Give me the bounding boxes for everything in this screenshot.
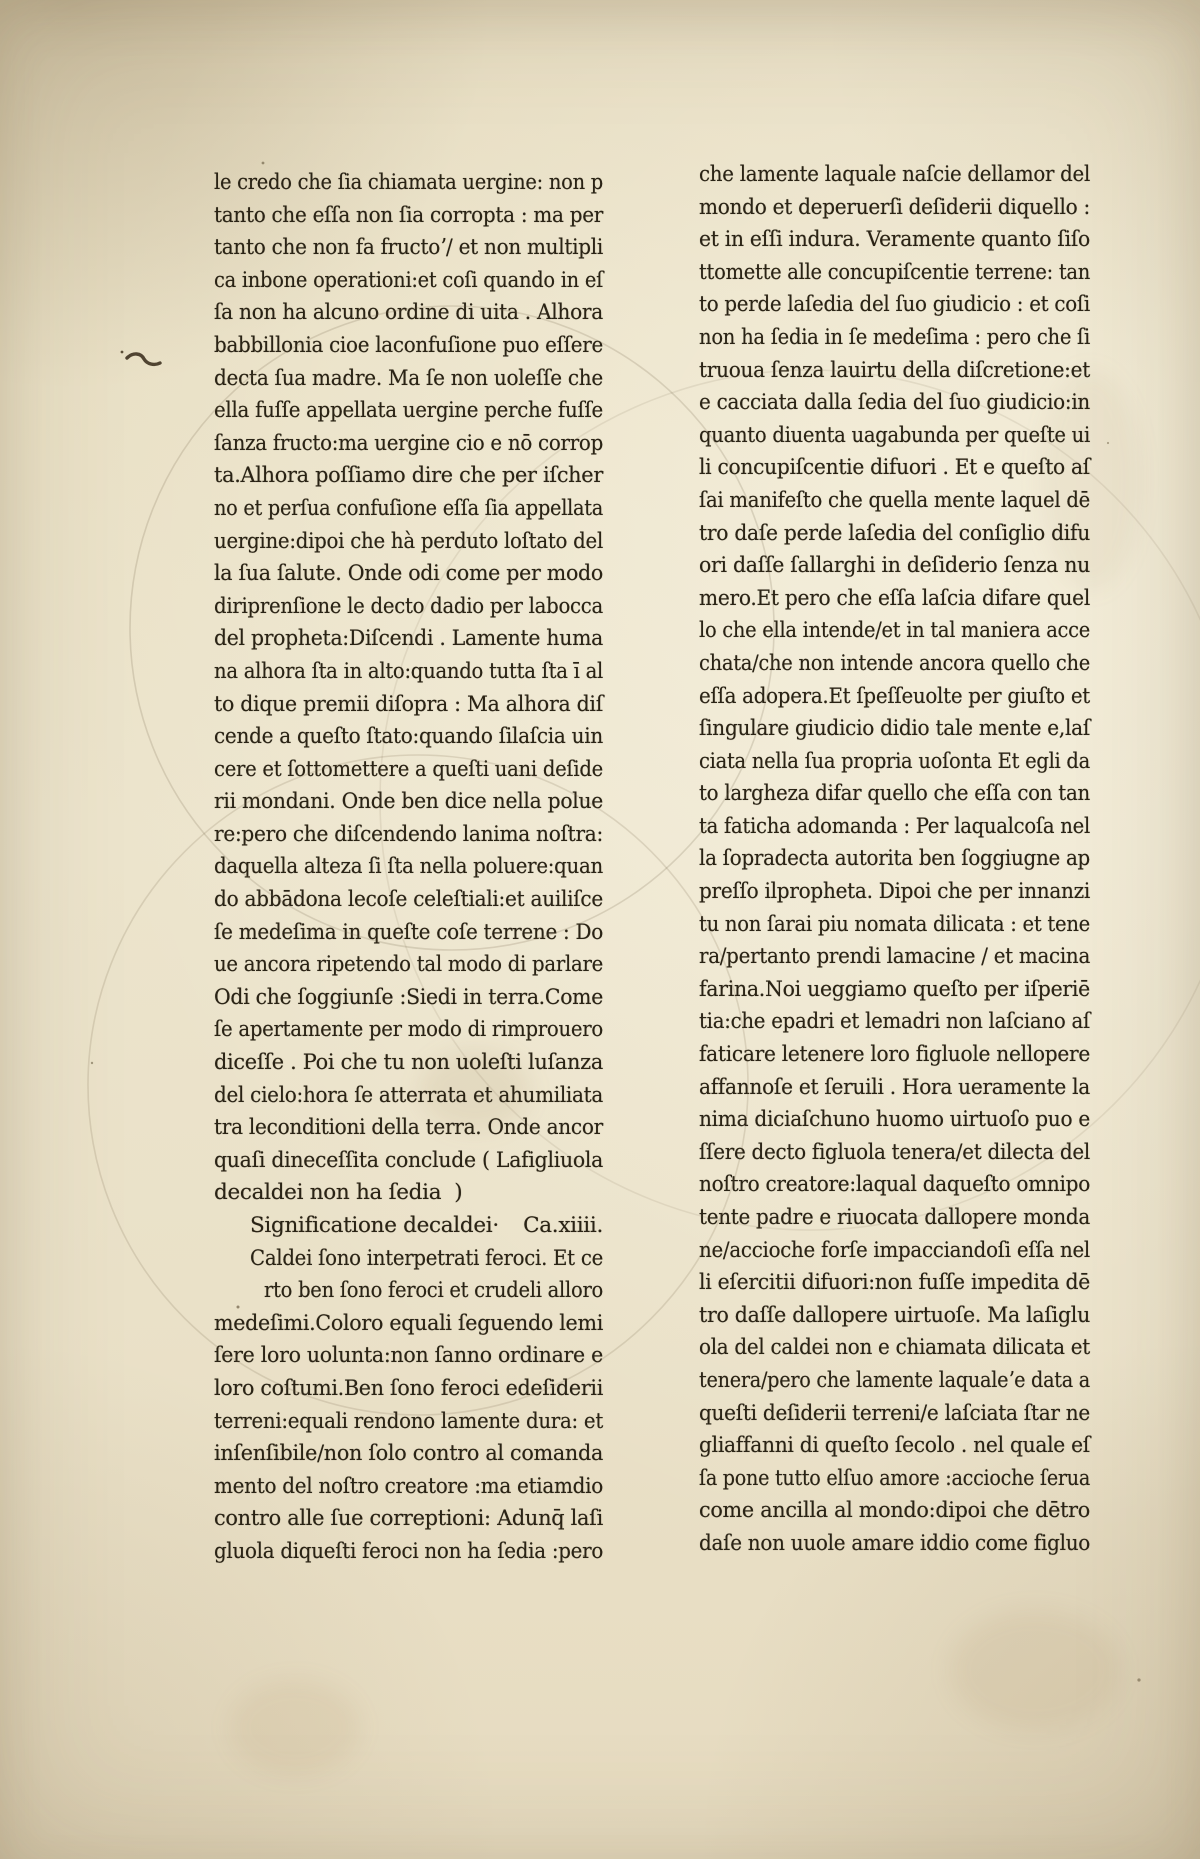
text-line <box>214 1340 603 1373</box>
text-line <box>699 681 1090 714</box>
paper-stain <box>230 1680 360 1775</box>
text-line-content: babbillonia cioe laconfuſione puo eſſere <box>214 332 603 358</box>
text-line-content: terreni:equali rendono lamente dura: et <box>214 1408 603 1434</box>
text-line <box>214 330 603 363</box>
text-line-content: ra/pertanto prendi lamacine / et macina <box>699 944 1090 970</box>
text-line-content: la ſopradecta autorita ben ſoggiugne ap <box>699 846 1090 872</box>
text-line <box>699 485 1090 518</box>
text-line <box>214 1243 603 1276</box>
text-line <box>214 1014 603 1047</box>
text-line <box>214 1047 603 1080</box>
text-line-content: tente padre e riuocata dallopere monda <box>699 1205 1090 1230</box>
text-column-left <box>214 167 603 1569</box>
text-line <box>214 460 603 493</box>
text-line-content: del propheta:Diſcendi . Lamente huma <box>214 626 603 652</box>
text-line <box>214 754 603 787</box>
text-line-content: noſtro creatore:laqual daqueſto omnipo <box>699 1172 1090 1198</box>
text-line <box>214 1275 603 1308</box>
text-line-content: no et perſua confuſione eſſa ſia appellata <box>214 495 603 521</box>
text-line-content: rii mondani. Onde ben dice nella polue <box>214 789 603 815</box>
text-line-content: medeſimi.Coloro equali ſeguendo lemi <box>214 1310 603 1336</box>
text-line-content: mento del noſtro creatore :ma etiamdio <box>214 1473 603 1499</box>
text-line <box>699 289 1090 322</box>
text-line-content: tro daſſe dallopere uirtuoſe. Ma laſiglu <box>699 1302 1090 1328</box>
text-line <box>699 1528 1090 1561</box>
text-line-content: tra leconditioni della terra. Onde ancor <box>214 1115 603 1141</box>
text-line <box>699 159 1090 192</box>
text-line <box>214 851 603 884</box>
text-line-content: diriprenſione le decto dadio per labocca <box>214 593 603 619</box>
text-line <box>699 1300 1090 1333</box>
text-line <box>214 1177 603 1210</box>
text-line <box>214 526 603 559</box>
text-line-content: to dique premii diſopra : Ma alhora diſ <box>214 691 603 717</box>
text-line-content: ſe apertamente per modo di rimprouero <box>214 1017 603 1043</box>
text-line-content: e cacciata dalla ſedia del ſuo giudicio:in <box>699 390 1090 416</box>
text-line <box>699 974 1090 1007</box>
text-line <box>214 1373 603 1406</box>
text-line-content: li concupiſcentie difuori . Et e queſto aſ <box>699 455 1090 481</box>
text-line-content: ſingulare giudicio didio tale mente e,laſ <box>699 716 1090 742</box>
text-line <box>214 232 603 265</box>
text-line <box>214 428 603 461</box>
text-line <box>699 746 1090 779</box>
text-line <box>699 1169 1090 1202</box>
text-line <box>699 1006 1090 1039</box>
text-line-content: tia:che epadri et lemadri non laſciano aſ <box>699 1009 1090 1035</box>
text-line <box>214 786 603 819</box>
text-line-content: mero.Et pero che eſſa laſcia difare quel <box>699 585 1090 611</box>
text-line-content: truoua ſenza lauirtu della diſcretione:et <box>699 357 1090 383</box>
text-line <box>214 1438 603 1471</box>
text-line <box>214 1145 603 1178</box>
text-line-content: nima diciaſchuno huomo uirtuoſo puo e <box>699 1107 1090 1133</box>
text-line-content: decta ſua madre. Ma ſe non uoleſſe che <box>214 365 603 391</box>
chapter-title: Significatione decaldei· <box>250 1213 499 1238</box>
text-line-content: ella fuſſe appellata uergine perche fuſſe <box>214 398 603 424</box>
text-line-content: la ſua ſalute. Onde odi come per modo <box>214 561 603 587</box>
text-line-content: lo che ella intende/et in tal maniera acce <box>699 618 1090 644</box>
text-line <box>214 265 603 298</box>
text-line <box>214 819 603 852</box>
text-line-content: ta.Alhora poſſiamo dire che per iſcher <box>214 463 603 489</box>
text-line-content: daſe non uuole amare iddio come figluo <box>699 1530 1090 1556</box>
text-line-content: Caldei ſono interpetrati feroci. Et ce <box>250 1245 603 1271</box>
text-line-content: tu non ſarai piu nomata dilicata : et tene <box>699 911 1090 937</box>
text-line-content: gluola diqueſti feroci non ha ſedia :pero <box>214 1538 603 1564</box>
text-line <box>214 558 603 591</box>
text-line <box>699 322 1090 355</box>
text-line <box>214 1406 603 1439</box>
text-line-content: preſſo ilpropheta. Dipoi che per innanzi <box>699 879 1090 905</box>
text-line-content: farina.Noi ueggiamo queſto per iſperiē <box>699 976 1090 1002</box>
text-line <box>699 224 1090 257</box>
text-line-content: che lamente laquale naſcie dellamor del <box>699 162 1090 187</box>
text-line-content: faticare letenere loro figluole nellopere <box>699 1042 1090 1068</box>
text-line <box>699 843 1090 876</box>
text-line <box>699 1365 1090 1398</box>
text-line <box>214 200 603 233</box>
text-line <box>699 550 1090 583</box>
text-line-content: to perde laſedia del ſuo giudicio : et coſi <box>699 292 1090 318</box>
text-line-content: tanto che eſſa non ſia corropta : ma per <box>214 202 603 228</box>
text-line-content: queſti deſiderii terreni/e laſciata ſtar ne <box>699 1400 1090 1426</box>
text-line <box>699 1463 1090 1496</box>
text-line <box>699 1398 1090 1431</box>
text-line-content: gliaffanni di queſto ſecolo . nel quale eſ <box>699 1433 1090 1459</box>
text-line-content: ſe medeſima in queſte coſe terrene : Do <box>214 919 603 945</box>
text-line-content: ne/accioche forſe impacciandoſi eſſa nel <box>699 1237 1090 1263</box>
text-line-content: ſa non ha alcuno ordine di uita . Alhora <box>214 300 603 326</box>
text-line-content: ta faticha adomanda : Per laqualcoſa nel <box>699 813 1090 839</box>
text-line <box>699 1104 1090 1137</box>
text-line-content: ori daſſe ſallarghi in deſiderio ſenza nu <box>699 553 1090 579</box>
text-line <box>699 355 1090 388</box>
chapter-number: Ca.xiiii. <box>523 1213 603 1238</box>
text-line <box>699 811 1090 844</box>
text-line-content: decaldei non ha ſedia ) <box>214 1180 463 1206</box>
text-line <box>699 1137 1090 1170</box>
text-line <box>699 1235 1090 1268</box>
text-line-content: tro daſe perde laſedia del conſiglio difu <box>699 520 1090 546</box>
text-line <box>699 876 1090 909</box>
text-line <box>699 257 1090 290</box>
text-line <box>214 1471 603 1504</box>
text-line-content: Odi che ſoggiunſe :Siedi in terra.Come <box>214 984 603 1010</box>
text-line-content: ue ancora ripetendo tal modo di parlare <box>214 952 603 978</box>
text-line-content: li eſercitii difuori:non fuſſe impedita dē <box>699 1270 1090 1296</box>
text-line <box>214 884 603 917</box>
text-line <box>214 493 603 526</box>
text-line-content: na alhora ſta in alto:quando tutta ſta ī al <box>214 658 603 684</box>
text-line-content: non ha ſedia in ſe medeſima : pero che ſi <box>699 324 1090 350</box>
text-line-content: rto ben ſono feroci et crudeli alloro <box>264 1278 603 1304</box>
text-line <box>699 1267 1090 1300</box>
text-line-content: et in eſſi indura. Veramente quanto ſiſo <box>699 227 1090 253</box>
text-line <box>214 1503 603 1536</box>
text-line-content: ola del caldei non e chiamata dilicata et <box>699 1335 1090 1361</box>
text-line <box>214 982 603 1015</box>
text-line-content: ſanza fructo:ma uergine cio e nō corrop <box>214 430 603 456</box>
text-line <box>699 1495 1090 1528</box>
text-line-content: ſſere decto figluola tenera/et dilecta del <box>699 1139 1090 1165</box>
text-line <box>699 387 1090 420</box>
text-line <box>699 1332 1090 1365</box>
text-line <box>699 1072 1090 1105</box>
text-line-content: inſenſibile/non ſolo contro al comanda <box>214 1441 603 1467</box>
text-line <box>214 1308 603 1341</box>
text-line-content: chata/che non intende ancora quello che <box>699 650 1090 676</box>
text-line-content: quaſi dineceſſita conclude ( Lafigliuola <box>214 1147 603 1173</box>
text-line <box>699 615 1090 648</box>
text-line-content: re:pero che diſcendendo lanima noſtra: <box>214 821 603 847</box>
text-line <box>214 1112 603 1145</box>
text-line-content: cere et ſottomettere a queſti uani deſide <box>214 756 603 782</box>
text-line <box>699 778 1090 811</box>
text-line-content: mondo et deperuerſi deſiderii diquello : <box>699 194 1090 220</box>
text-line <box>214 297 603 330</box>
text-line-content: tenera/pero che lamente laqualeʼe data a <box>699 1367 1090 1393</box>
text-line <box>699 1039 1090 1072</box>
text-line <box>214 1080 603 1113</box>
text-line-content: daquella alteza ſi ſta nella poluere:quan <box>214 854 603 880</box>
text-line-content: ca inbone operationi:et coſi quando in eſ <box>214 267 603 293</box>
text-line <box>214 656 603 689</box>
chapter-heading-line <box>214 1210 603 1243</box>
text-line <box>699 518 1090 551</box>
text-line-content: contro alle ſue correptioni: Adunq̄ laſi <box>214 1506 603 1532</box>
text-line <box>214 623 603 656</box>
text-line <box>214 949 603 982</box>
text-line-content: to largheza difar quello che eſſa con tan <box>699 781 1090 807</box>
text-line-content: ttomette alle concupiſcentie terrene: tan <box>699 259 1090 285</box>
text-line <box>699 1202 1090 1235</box>
text-line <box>214 689 603 722</box>
text-line-content: ſai manifeſto che quella mente laquel dē <box>699 487 1090 513</box>
text-line <box>699 648 1090 681</box>
text-line <box>699 583 1090 616</box>
text-line-content: cende a queſto ſtato:quando ſilaſcia uin <box>214 724 603 750</box>
text-line <box>214 591 603 624</box>
text-line-content: affannoſe et ſeruili . Hora ueramente la <box>699 1074 1090 1100</box>
text-line-content: ciata nella ſua propria uoſonta Et egli da <box>699 748 1090 774</box>
text-line <box>214 167 603 200</box>
text-line-content: ſa pone tutto elſuo amore :accioche ſerua <box>699 1465 1090 1491</box>
text-line <box>699 909 1090 942</box>
text-line <box>699 452 1090 485</box>
text-line-content: uergine:dipoi che hà perduto loſtato del <box>214 528 603 554</box>
text-line-content: loro coſtumi.Ben ſono feroci edeſiderii <box>214 1375 603 1401</box>
text-line <box>214 363 603 396</box>
text-line <box>699 941 1090 974</box>
text-line-content: del cielo:hora ſe atterrata et ahumiliata <box>214 1082 603 1108</box>
paper-stain <box>950 1610 1120 1730</box>
text-line <box>214 721 603 754</box>
text-line-content: diceſſe . Poi che tu non uoleſti luſanza <box>214 1050 603 1076</box>
text-line <box>699 192 1090 225</box>
text-line-content: do abbādona lecoſe celeſtiali:et auiliſce <box>214 887 603 913</box>
text-line-content: tanto che non fa fructoʼ/ et non multipli <box>214 235 603 261</box>
text-line <box>214 917 603 950</box>
ink-mark <box>121 351 160 365</box>
text-line-content: ſere loro uolunta:non ſanno ordinare e <box>214 1343 603 1369</box>
text-line-content: eſſa adopera.Et ſpeſſeuolte per giuſto et <box>699 683 1090 709</box>
text-line <box>214 1536 603 1569</box>
text-line-content: le credo che ſia chiamata uergine: non p <box>214 170 603 195</box>
text-line <box>699 420 1090 453</box>
text-line <box>214 395 603 428</box>
text-line <box>699 1430 1090 1463</box>
text-line-content: come ancilla al mondo:dipoi che dētro <box>699 1498 1090 1524</box>
text-column-right <box>699 159 1090 1561</box>
text-line <box>699 713 1090 746</box>
text-line-content: quanto diuenta uagabunda per queſte ui <box>699 422 1090 448</box>
